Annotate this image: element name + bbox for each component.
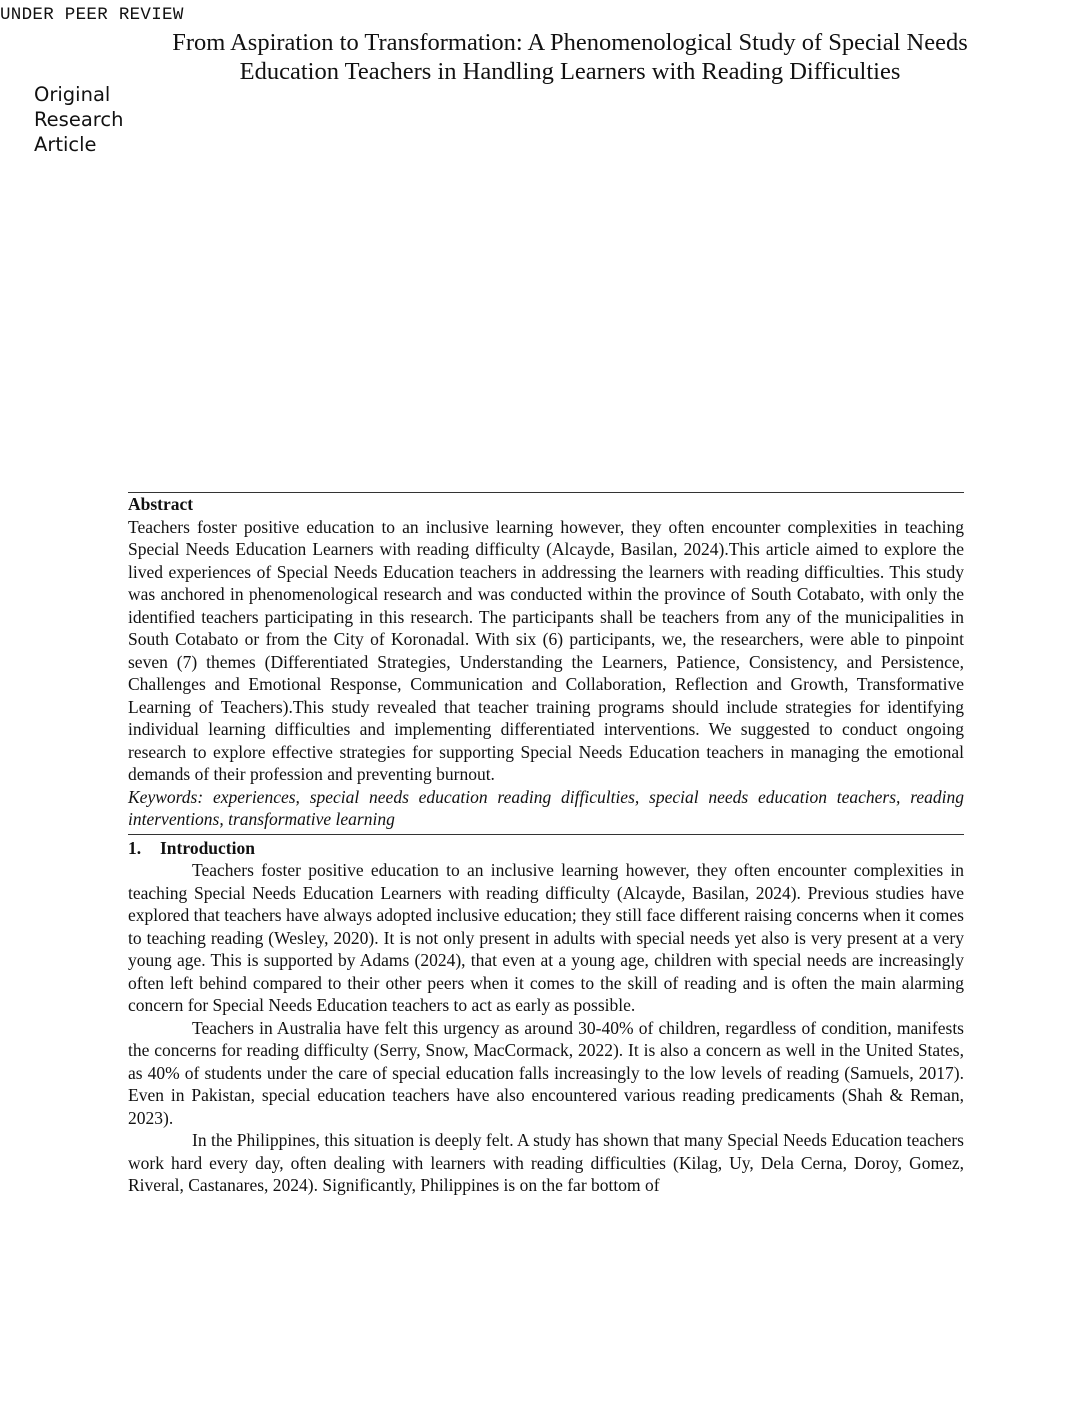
abstract-text: Teachers foster positive education to an inclusive learning however, they often encounter complexities in teaching Special Needs Education Learners with reading difficulty (Alcayde, Basilan, 2024).This article aimed to explore the lived experiences of Special Needs Education teachers in addressing the learners with reading difficulties. This study was anchored in phenomenological research and was conducted within the province of South Cotabato, with only the identified teachers participating in this research. The participants shall be teachers from any of the municipalities in South Cotabato or from the City of Koronadal. With six (6) participants, we, the researchers, were able to pinpoint seven (7) themes (Differentiated Strategies, Understanding the Learners, Patience, Consistency, and Persistence, Challenges and Emotional Response, Communication and Collaboration, Reflection and Growth, Transformative Learning of Teachers).This study revealed that teacher training programs should include strategies for identifying individual learning difficulties and implementing differentiated interventions. We suggested to conduct ongoing research to explore effective strategies for supporting Special Needs Education teachers in managing the emotional demands of their profession and preventing burnout. [128, 516, 964, 784]
article-type-word: Original [34, 83, 111, 106]
article-type-word: Article [34, 133, 97, 156]
peer-review-watermark: UNDER PEER REVIEW [0, 5, 184, 25]
paper-body [128, 492, 964, 1197]
article-type-label [34, 82, 154, 157]
article-type-word: Research [34, 108, 124, 131]
intro-paragraph-3: In the Philippines, this situation is deeply felt. A study has shown that many Special Needs Education teachers work hard every day, often dealing with learners with reading difficulties (Kilag, Uy, Dela Cerna, Doroy, Gomez, Riveral, Castanares, 2024). Significantly, Philippines is on the far bottom of [128, 1130, 964, 1195]
keywords: Keywords: experiences, special needs education reading difficulties, special needs education teachers, reading interventions, transformative learning [128, 786, 964, 829]
title-line-2: Education Teachers in Handling Learners with Reading Difficulties [239, 58, 901, 85]
introduction-heading [128, 837, 964, 860]
paper-title [150, 28, 990, 86]
abstract-heading: Abstract [128, 494, 194, 514]
abstract-bottom-rule [128, 834, 964, 835]
title-line-1: From Aspiration to Transformation: A Phenomenological Study of Special Needs [172, 29, 968, 56]
section-number: 1. [128, 837, 142, 858]
section-title: Introduction [160, 837, 255, 858]
intro-paragraph-2: Teachers in Australia have felt this urgency as around 30-40% of children, regardless of condition, manifests the concerns for reading difficulty (Serry, Snow, MacCormack, 2022). It is also a concern as well in the United States, as 40% of students under the care of special education falls increasingly to the low levels of reading (Samuels, 2017). Even in Pakistan, special education teachers have also encountered various reading predicaments (Shah & Reman, 2023). [128, 1017, 964, 1128]
intro-paragraph-1: Teachers foster positive education to an inclusive learning however, they often encounter complexities in teaching Special Needs Education Learners with reading difficulty (Alcayde, Basilan, 2024). Previous studies have explored that teachers have always adopted inclusive education; they still face different raising concerns when it comes to teaching reading (Wesley, 2020). It is not only present in adults with special needs yet also is very present at a very young age. This is supported by Adams (2024), that even at a young age, children with special needs are increasingly often left behind compared to their other peers when it comes to the skill of reading and is often the main alarming concern for Special Needs Education teachers to act as early as possible. [128, 860, 964, 1015]
